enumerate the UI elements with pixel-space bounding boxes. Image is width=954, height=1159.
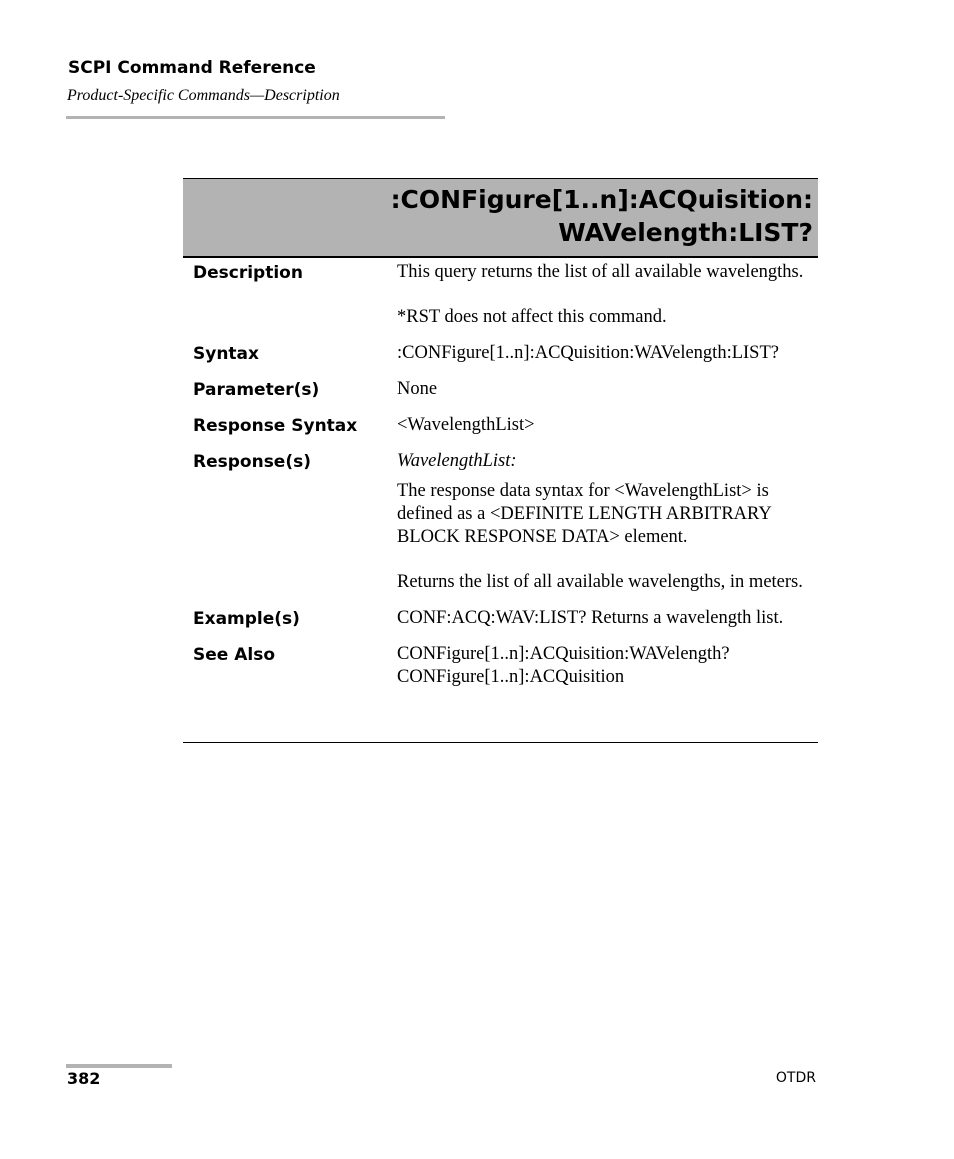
command-title	[391, 183, 813, 249]
see-also-link: CONFigure[1..n]:ACQuisition	[397, 667, 625, 687]
table-bottom-rule	[183, 742, 818, 743]
description-text: This query returns the list of all available wavelengths.	[397, 262, 804, 282]
command-title-box	[183, 178, 818, 258]
row-label: Example(s)	[193, 609, 300, 629]
section-title: SCPI Command Reference	[68, 58, 316, 78]
row-label: See Also	[193, 645, 276, 665]
page-number: 382	[67, 1069, 101, 1088]
row-label: Response(s)	[193, 452, 311, 472]
parameters-text: None	[397, 379, 438, 399]
row-value	[397, 640, 818, 689]
row-label: Parameter(s)	[193, 380, 320, 400]
footer-divider	[66, 1064, 172, 1068]
response-description: Returns the list of all available wavelengths, in meters.	[397, 572, 803, 592]
syntax-text: :CONFigure[1..n]:ACQuisition:WAVelength:LIST?	[397, 343, 779, 363]
response-syntax-text: <WavelengthList>	[397, 415, 535, 435]
see-also-link: CONFigure[1..n]:ACQuisition:WAVelength?	[397, 644, 730, 664]
row-label: Response Syntax	[193, 416, 358, 436]
command-title-line2: WAVelength:LIST?	[558, 218, 813, 247]
header-divider	[66, 116, 445, 119]
row-syntax	[183, 339, 818, 365]
examples-text: CONF:ACQ:WAV:LIST? Returns a wavelength list.	[397, 608, 784, 628]
product-name: OTDR	[775, 1070, 816, 1086]
command-title-line1: :CONFigure[1..n]:ACQuisition:	[390, 185, 813, 214]
row-description	[183, 258, 818, 329]
row-response-syntax	[183, 411, 818, 437]
row-label: Syntax	[193, 344, 259, 364]
section-subtitle: Product-Specific Commands—Description	[67, 87, 340, 104]
response-name: WavelengthList:	[397, 451, 517, 471]
row-value	[397, 447, 818, 594]
command-detail-table	[183, 258, 818, 689]
row-responses	[183, 447, 818, 594]
response-definition: The response data syntax for <WavelengthList> is defined as a <DEFINITE LENGTH ARBITRARY BLOCK RESPONSE DATA> element.	[397, 481, 772, 547]
row-label: Description	[193, 263, 303, 283]
row-see-also	[183, 640, 818, 689]
row-value	[397, 258, 818, 329]
row-parameters	[183, 375, 818, 401]
row-examples	[183, 604, 818, 630]
description-note: *RST does not affect this command.	[397, 307, 667, 327]
